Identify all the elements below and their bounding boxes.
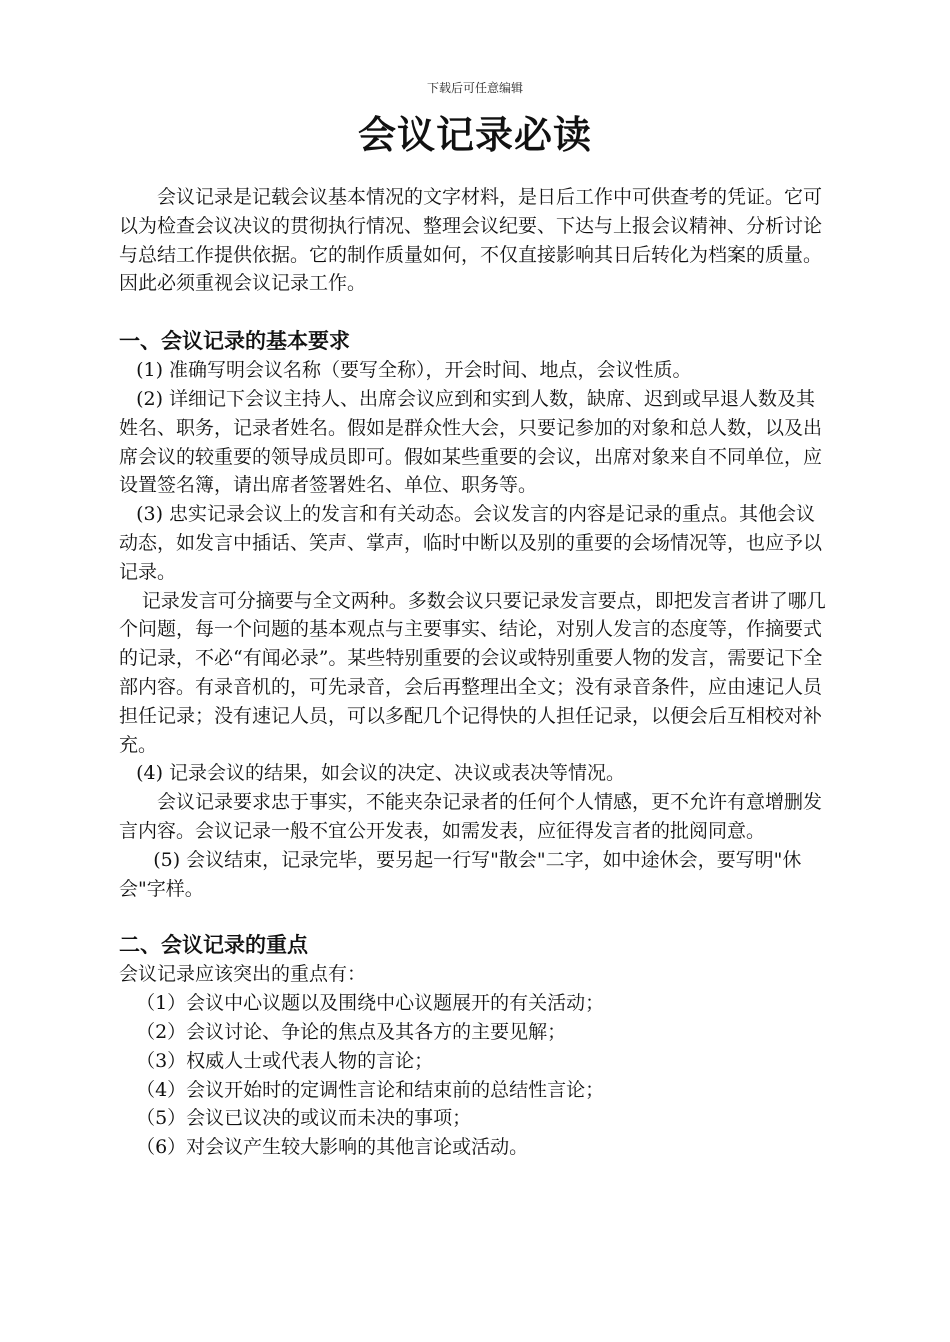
section1-item3-detail: 记录发言可分摘要与全文两种。多数会议只要记录发言要点，即把发言者讲了哪几个问题，每一个问题的基本观点与主要事实、结论，对别人发言的态度等，作摘要式的记录，不必“有闻必录”。某些特别重要的会议或特别重要人物的发言，需要记下全部内容。有录音机的，可先录音，会后再整理出全文；没有录音条件，应由速记人员担任记录；没有速记人员，可以多配几个记得快的人担任记录，以便会后互相校对补充。	[119, 589, 826, 756]
section2-item: （2）会议讨论、争论的焦点及其各方的主要见解；	[136, 1020, 567, 1043]
section1-heading: 一、会议记录的基本要求	[119, 329, 350, 354]
section2-heading: 二、会议记录的重点	[119, 933, 308, 958]
section1-item4-detail: 会议记录要求忠于事实，不能夹杂记录者的任何个人情感，更不允许有意增删发言内容。会议记录一般不宜公开发表，如需发表，应征得发言者的批阅同意。	[119, 791, 823, 842]
intro-paragraph: 会议记录是记载会议基本情况的文字材料，是日后工作中可供查考的凭证。它可以为检查会议决议的贯彻执行情况、整理会议纪要、下达与上报会议精神、分析讨论与总结工作提供依据。它的制作质量如何，不仅直接影响其日后转化为档案的质量。因此必须重视会议记录工作。	[119, 186, 823, 295]
section2-item: （1）会议中心议题以及围绕中心议题展开的有关活动；	[136, 992, 605, 1015]
section1-item5: (5) 会议结束，记录完毕，要另起一行写"散会"二字，如中途休会，要写明"休会"字样。	[119, 848, 802, 900]
section2-item: （5）会议已议决的或议而未决的事项；	[136, 1107, 472, 1130]
section2-item: （4）会议开始时的定调性言论和结束前的总结性言论；	[136, 1078, 605, 1101]
section2-item: （3）权威人士或代表人物的言论；	[136, 1049, 434, 1072]
document-body	[119, 183, 834, 1162]
document-title: 会议记录必读	[357, 113, 592, 157]
section1-item2: (2) 详细记下会议主持人、出席会议应到和实到人数，缺席、迟到或早退人数及其姓名、职务，记录者姓名。假如是群众性大会，只要记参加的对象和总人数，以及出席会议的较重要的领导成员即可。假如某些重要的会议，出席对象来自不同单位，应设置签名簿，请出席者签署姓名、单位、职务等。	[119, 387, 823, 497]
section1-item4: (4) 记录会议的结果，如会议的决定、决议或表决等情况。	[136, 762, 626, 785]
header-note: 下载后可任意编辑	[426, 81, 523, 95]
section1-item3: (3) 忠实记录会议上的发言和有关动态。会议发言的内容是记录的重点。其他会议动态，如发言中插话、笑声、掌声，临时中断以及别的重要的会场情况等，也应予以记录。	[119, 503, 823, 583]
section2-lead: 会议记录应该突出的重点有：	[119, 963, 367, 986]
section2-item: （6）对会议产生较大影响的其他言论或活动。	[136, 1136, 529, 1159]
section1-item1: (1) 准确写明会议名称（要写全称），开会时间、地点，会议性质。	[136, 359, 692, 382]
